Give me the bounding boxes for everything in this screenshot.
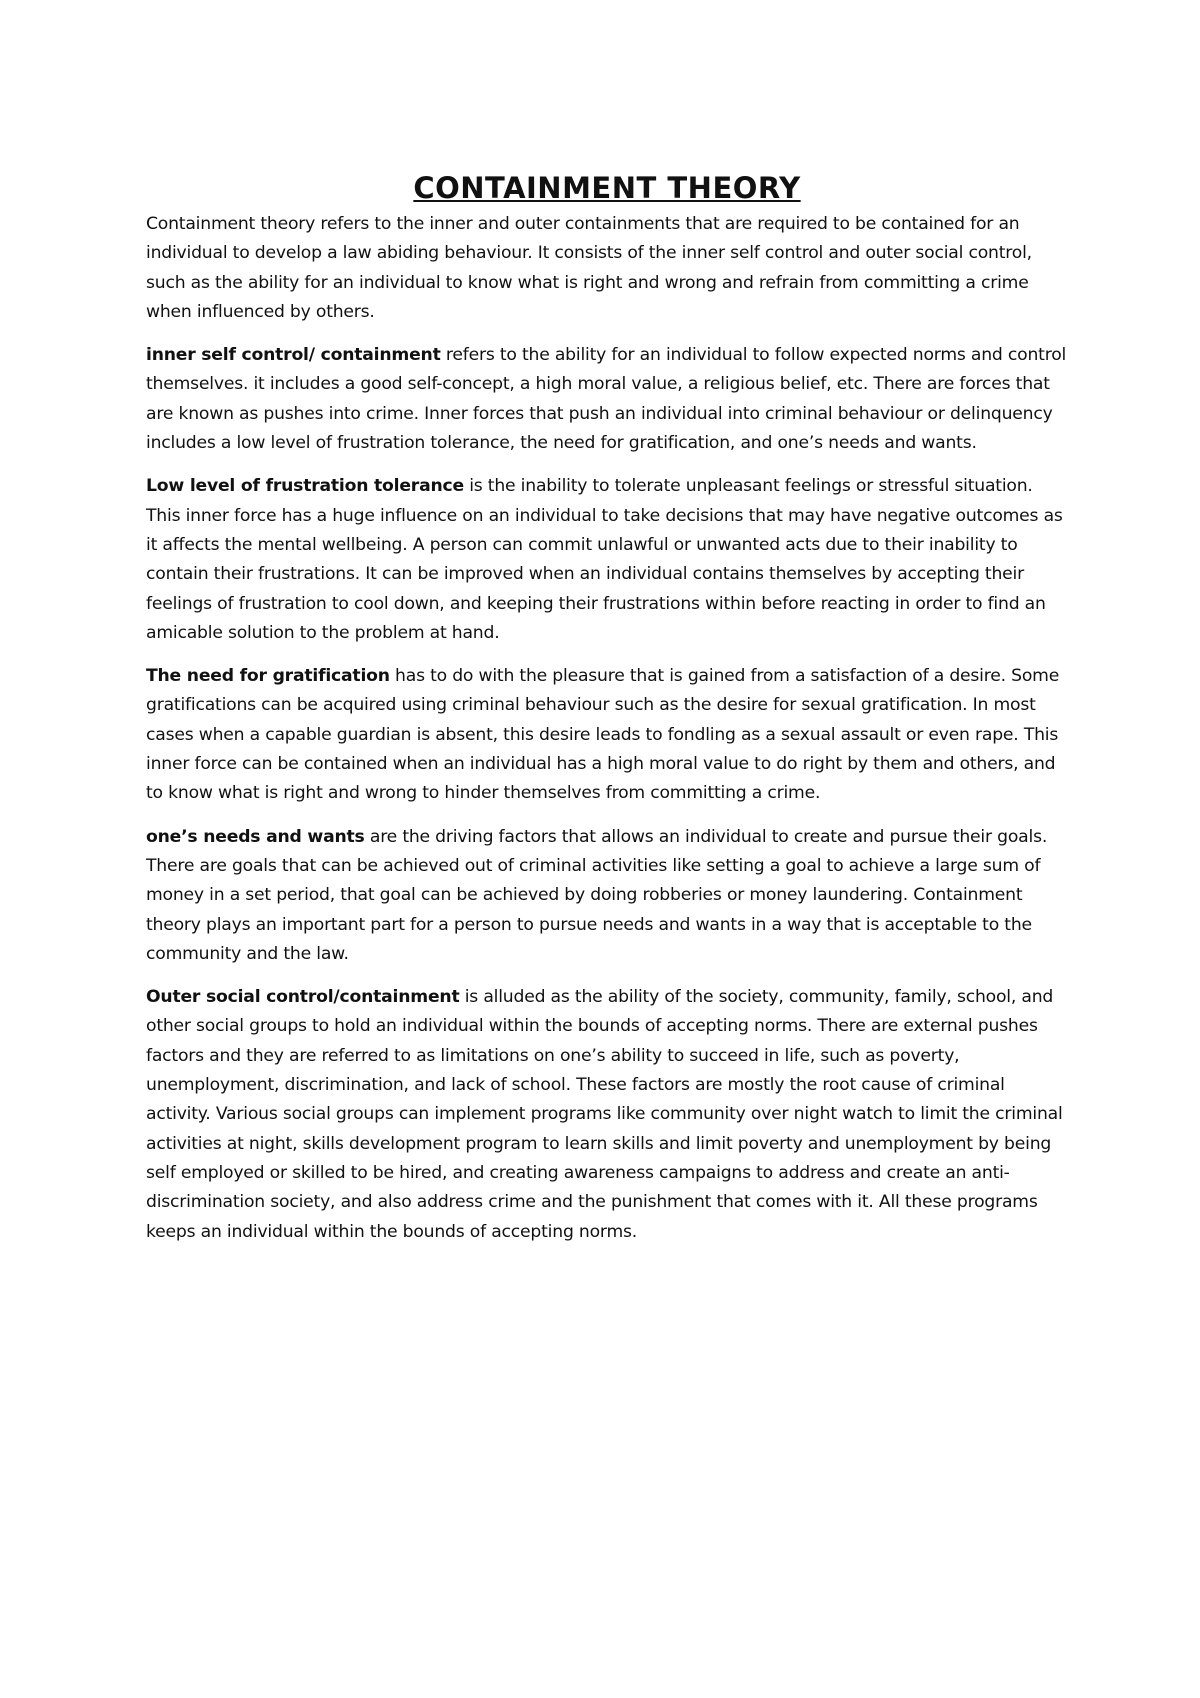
paragraph-lead: one’s needs and wants (146, 826, 365, 847)
paragraph-outer-social-control (146, 983, 1068, 1247)
paragraph-gratification (146, 662, 1068, 808)
paragraph-intro (146, 210, 1068, 327)
paragraph-lead: inner self control/ containment (146, 345, 441, 366)
paragraph-text: are the driving factors that allows an individual to create and pursue their goals. There are goals that can be achieved out of criminal activities like setting a goal to achieve a large sum of money in a set period, that goal can be achieved by doing robberies or money laundering. Containment theory plays an important part for a person to pursue needs and wants in a way that is acceptable to the community and the law. (146, 826, 1048, 964)
document-body (146, 170, 1068, 1261)
paragraph-text: refers to the ability for an individual to follow expected norms and control themselves. it includes a good self-concept, a high moral value, a religious belief, etc. There are forces that are known as pushes into crime. Inner forces that push an individual into criminal behaviour or delinquency includes a low level of frustration tolerance, the need for gratification, and one’s needs and wants. (146, 345, 1067, 454)
paragraph-text: is alluded as the ability of the society, community, family, school, and other social groups to hold an individual within the bounds of accepting norms. There are external pushes factors and they are referred to as limitations on one’s ability to succeed in life, such as poverty, unemployment, discrimination, and lack of school. These factors are mostly the root cause of criminal activity. Various social groups can implement programs like community over night watch to limit the criminal activities at night, skills development program to learn skills and limit poverty and unemployment by being self employed or skilled to be hired, and creating awareness campaigns to address and create an anti-discrimination society, and also address crime and the punishment that comes with it. All these programs keeps an individual within the bounds of accepting norms. (146, 987, 1063, 1242)
paragraph-text: Containment theory refers to the inner and outer containments that are required to be contained for an individual to develop a law abiding behaviour. It consists of the inner self control and outer social control, such as the ability for an individual to know what is right and wrong and refrain from committing a crime when influenced by others. (146, 214, 1032, 322)
paragraph-text: is the inability to tolerate unpleasant feelings or stressful situation. This inner force has a huge influence on an individual to take decisions that may have negative outcomes as it affects the mental wellbeing. A person can commit unlawful or unwanted acts due to their inability to contain their frustrations. It can be improved when an individual contains themselves by accepting their feelings of frustration to cool down, and keeping their frustrations within before reacting in order to find an amicable solution to the problem at hand. (146, 476, 1063, 643)
paragraph-text: has to do with the pleasure that is gained from a satisfaction of a desire. Some gratifications can be acquired using criminal behaviour such as the desire for sexual gratification. In most cases when a capable guardian is absent, this desire leads to fondling as a sexual assault or even rape. This inner force can be contained when an individual has a high moral value to do right by them and others, and to know what is right and wrong to hinder themselves from committing a crime. (146, 666, 1060, 804)
paragraph-lead: Low level of frustration tolerance (146, 476, 464, 497)
paragraph-needs-and-wants (146, 823, 1068, 969)
document-title: CONTAINMENT THEORY (413, 171, 801, 205)
paragraph-frustration-tolerance (146, 472, 1068, 648)
paragraph-inner-self-control (146, 341, 1068, 458)
paragraph-lead: Outer social control/containment (146, 987, 460, 1008)
paragraph-lead: The need for gratification (146, 666, 390, 687)
